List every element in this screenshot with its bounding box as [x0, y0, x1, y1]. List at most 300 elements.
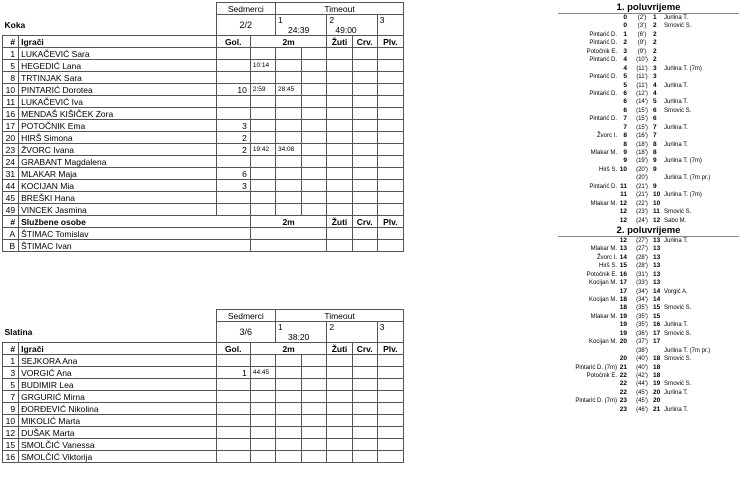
home-score: 20 [619, 338, 627, 346]
away-score: 7 [653, 132, 657, 140]
goal-minute: (16') [636, 133, 648, 140]
player-name: LUKAČEVIĆ Iva [19, 96, 216, 108]
home-scorer: Potočnik E. [586, 271, 617, 278]
player-2m-1 [250, 403, 275, 415]
goal-minute: (40') [636, 364, 648, 371]
player-blue [377, 168, 403, 180]
log-entry [556, 262, 741, 270]
log-entry [556, 397, 741, 405]
player-2m-3 [302, 439, 327, 451]
player-2m-2 [276, 168, 302, 180]
home-score: 4 [623, 56, 627, 64]
away-score: 13 [653, 262, 661, 270]
player-red [352, 415, 377, 427]
player-yellow [327, 132, 352, 144]
log-entry [556, 107, 741, 115]
timeout-label: Timeout [276, 310, 404, 322]
away-score: 17 [653, 329, 661, 337]
timeout-1: 1 38:20 [276, 322, 327, 343]
player-yellow [327, 60, 352, 72]
log-entry [556, 380, 741, 388]
goal-minute: (40') [636, 356, 648, 363]
player-goals [216, 60, 250, 72]
player-red [352, 403, 377, 415]
away-score: 6 [653, 106, 657, 114]
player-goals: 2 [216, 144, 250, 156]
player-goals [216, 48, 250, 60]
player-goals: 2 [216, 132, 250, 144]
official-role: A [3, 228, 19, 240]
player-name: VINCEK Jasmina [19, 204, 216, 216]
player-yellow [327, 120, 352, 132]
away-score: 13 [653, 270, 661, 278]
away-score: 8 [653, 140, 657, 148]
player-2m-2 [276, 355, 302, 367]
away-scorer: Srnović S. [664, 330, 692, 337]
goal-minute: (11') [636, 74, 648, 81]
away-score: 9 [653, 165, 657, 173]
player-blue [377, 60, 403, 72]
home-score: 22 [619, 380, 627, 388]
player-number: 11 [3, 96, 19, 108]
player-row [3, 180, 404, 192]
goal-minute: (27') [636, 246, 648, 253]
player-goals [216, 204, 250, 216]
official-blue [377, 240, 403, 252]
player-number: 45 [3, 192, 19, 204]
player-red [352, 60, 377, 72]
away-score: 15 [653, 312, 661, 320]
player-name: BUDIMIR Lea [19, 379, 216, 391]
player-red [352, 72, 377, 84]
player-goals: 1 [216, 367, 250, 379]
goal-minute: (3') [637, 23, 647, 30]
player-red [352, 204, 377, 216]
player-2m-2 [276, 451, 302, 463]
player-2m-2 [276, 96, 302, 108]
player-number: 8 [3, 72, 19, 84]
log-entry [556, 338, 741, 346]
player-name: SMOLČIĆ Vanessa [19, 439, 216, 451]
player-red [352, 439, 377, 451]
goal-minute: (20') [636, 166, 648, 173]
home-score: 0 [623, 22, 627, 30]
player-2m-2 [276, 403, 302, 415]
home-score: 23 [619, 405, 627, 413]
header-num: # [3, 343, 19, 355]
player-goals [216, 72, 250, 84]
home-score: 12 [619, 216, 627, 224]
player-2m-3 [302, 60, 327, 72]
header-crv: Crv. [352, 343, 377, 355]
player-2m-2 [276, 108, 302, 120]
player-red [352, 144, 377, 156]
player-number: 44 [3, 180, 19, 192]
away-scorer: Srnović S. [664, 305, 692, 312]
player-number: 12 [3, 427, 19, 439]
header-zuti: Žuti [327, 36, 352, 48]
goal-minute: (22') [636, 200, 648, 207]
header-row [3, 343, 404, 355]
player-2m-3 [302, 132, 327, 144]
player-yellow [327, 48, 352, 60]
official-name: ŠTIMAC Ivan [19, 240, 251, 252]
player-blue [377, 96, 403, 108]
away-score: 2 [653, 56, 657, 64]
player-2m-2 [276, 132, 302, 144]
player-2m-1 [250, 355, 275, 367]
goal-minute: (10') [636, 57, 648, 64]
player-yellow [327, 415, 352, 427]
home-scorer: Pintarić D. (7m) [575, 398, 617, 405]
goal-minute: (18') [636, 141, 648, 148]
player-2m-1 [250, 379, 275, 391]
home-score: 12 [619, 208, 627, 216]
log-entry [556, 208, 741, 216]
log-entry [556, 347, 741, 355]
home-score: 15 [619, 262, 627, 270]
log-entry [556, 245, 741, 253]
team-block-koka [2, 2, 404, 252]
player-blue [377, 72, 403, 84]
log-entry [556, 14, 741, 22]
player-goals [216, 96, 250, 108]
player-2m-2 [276, 192, 302, 204]
log-entry [556, 174, 741, 182]
player-2m-2: 28:45 [276, 84, 302, 96]
away-scorer: Jurlina T. (7m pr.) [664, 175, 711, 182]
log-entry [556, 330, 741, 338]
sedmerci-value: 2/2 [216, 15, 275, 36]
player-2m-2 [276, 379, 302, 391]
player-row [3, 415, 404, 427]
player-yellow [327, 439, 352, 451]
home-score: 11 [620, 191, 627, 199]
home-scorer: Pintarić D. [589, 40, 617, 47]
home-score: 19 [619, 329, 627, 337]
official-role: B [3, 240, 19, 252]
away-scorer: Jurlina T. (7m) [664, 192, 702, 199]
player-yellow [327, 204, 352, 216]
log-entry [556, 141, 741, 149]
player-2m-1 [250, 96, 275, 108]
home-score: 21 [619, 363, 627, 371]
away-scorer: Srnović S. [664, 23, 692, 30]
home-scorer: Pintarić D. [589, 90, 617, 97]
player-name: MIKOLIĆ Marta [19, 415, 216, 427]
official-name: ŠTIMAC Tomislav [19, 228, 251, 240]
player-2m-1 [250, 192, 275, 204]
log-entry [556, 65, 741, 73]
goal-minute: (35') [636, 313, 648, 320]
officials-header-name: Službene osobe [19, 216, 251, 228]
player-name: HIRŠ Simona [19, 132, 216, 144]
player-2m-1 [250, 180, 275, 192]
home-score: 9 [623, 149, 627, 156]
home-score: 10 [619, 165, 627, 173]
player-number: 31 [3, 168, 19, 180]
away-score: 5 [653, 98, 657, 106]
home-score: 11 [620, 182, 627, 190]
player-goals [216, 156, 250, 168]
away-score: 16 [653, 321, 661, 329]
player-blue [377, 132, 403, 144]
away-score: 14 [653, 287, 661, 295]
log-entry [556, 39, 741, 47]
away-score: 4 [653, 81, 657, 89]
player-name: VORGIĆ Ana [19, 367, 216, 379]
home-score: 7 [623, 115, 627, 123]
official-2m [250, 240, 327, 252]
away-score: 3 [653, 64, 657, 72]
player-2m-3 [302, 180, 327, 192]
player-name: ĐORĐEVIĆ Nikolina [19, 403, 216, 415]
goal-minute: (14') [636, 99, 648, 106]
player-red [352, 96, 377, 108]
goal-minute: (28') [636, 254, 648, 261]
home-score: 6 [623, 89, 627, 97]
header-2m: 2m [250, 343, 327, 355]
away-score: 3 [653, 73, 657, 81]
player-blue [377, 180, 403, 192]
away-scorer: Jurlina T. [664, 141, 688, 148]
away-score: 2 [653, 47, 657, 55]
player-yellow [327, 403, 352, 415]
away-score: 2 [653, 22, 657, 30]
goal-minute: (35') [636, 322, 648, 329]
team-name: Koka [4, 19, 26, 30]
home-score: 12 [619, 236, 627, 244]
player-blue [377, 48, 403, 60]
goal-minute: (12') [636, 90, 648, 97]
team-block-slatina [2, 309, 404, 463]
player-2m-2 [276, 204, 302, 216]
log-entry [556, 288, 741, 296]
home-scorer: Pintarić D. [589, 31, 617, 38]
header-gol: Gol. [216, 36, 250, 48]
player-2m-3 [302, 156, 327, 168]
goal-minute: (37') [636, 339, 648, 346]
player-red [352, 120, 377, 132]
log-entry [556, 217, 741, 225]
timeout-1: 1 24:39 [276, 15, 327, 36]
header-gol: Gol. [216, 343, 250, 355]
log-entry [556, 304, 741, 312]
goal-minute: (23') [636, 209, 648, 216]
player-row [3, 427, 404, 439]
away-score: 15 [653, 304, 661, 312]
player-row [3, 84, 404, 96]
goal-minute: (2') [637, 15, 647, 21]
player-yellow [327, 144, 352, 156]
home-score: 6 [623, 98, 627, 106]
player-2m-3 [302, 204, 327, 216]
home-scorer: Kocijan M. [588, 280, 617, 287]
player-red [352, 168, 377, 180]
away-score: 9 [653, 157, 657, 165]
player-yellow [327, 379, 352, 391]
player-2m-2 [276, 156, 302, 168]
player-2m-2: 34:08 [276, 144, 302, 156]
player-yellow [327, 108, 352, 120]
goal-minute: (34') [636, 288, 648, 295]
player-2m-3 [302, 415, 327, 427]
home-score: 13 [619, 245, 627, 253]
away-scorer: Srnović S. [664, 209, 692, 216]
player-goals [216, 391, 250, 403]
player-blue [377, 120, 403, 132]
player-blue [377, 427, 403, 439]
away-scorer: Jurlina T. [664, 82, 688, 89]
goal-minute: (11') [636, 65, 648, 72]
player-yellow [327, 427, 352, 439]
log-entry [556, 191, 741, 199]
log-entry [556, 157, 741, 165]
player-red [352, 391, 377, 403]
official-red [352, 240, 377, 252]
home-score: 1 [623, 30, 627, 38]
player-number: 17 [3, 120, 19, 132]
officials-header-zuti: Žuti [327, 216, 352, 228]
player-2m-3 [302, 451, 327, 463]
player-red [352, 180, 377, 192]
home-score: 22 [619, 388, 627, 396]
player-2m-1: 44:45 [250, 367, 275, 379]
home-scorer: Kocijan M. [588, 339, 617, 346]
player-row [3, 403, 404, 415]
away-scorer: Jurlina T. [664, 99, 688, 106]
player-2m-3 [302, 168, 327, 180]
home-scorer: Mlakar M. [590, 313, 617, 320]
player-name: GRGURIĆ Mirna [19, 391, 216, 403]
player-2m-1 [250, 120, 275, 132]
player-2m-1 [250, 156, 275, 168]
away-scorer: Vorgić A. [664, 288, 688, 295]
player-2m-2 [276, 367, 302, 379]
player-number: 16 [3, 451, 19, 463]
away-score: 12 [653, 216, 661, 224]
player-blue [377, 84, 403, 96]
home-scorer: Potočnik E. [586, 48, 617, 55]
sedmerci-value: 3/6 [216, 322, 275, 343]
player-2m-3 [302, 391, 327, 403]
goal-minute: (34') [636, 297, 648, 303]
goal-minute: (9') [637, 48, 647, 55]
player-yellow [327, 156, 352, 168]
player-row [3, 108, 404, 120]
header-crv: Crv. [352, 36, 377, 48]
player-name: HEGEDIĆ Lana [19, 60, 216, 72]
home-scorer: Mlakar M. [590, 246, 617, 253]
log-entry [556, 149, 741, 157]
goal-minute: (15') [636, 116, 648, 123]
player-blue [377, 355, 403, 367]
player-number: 7 [3, 391, 19, 403]
header-plv: Plv. [377, 343, 403, 355]
sedmerci-label: Sedmerci [216, 3, 275, 15]
player-2m-1 [250, 108, 275, 120]
player-blue [377, 108, 403, 120]
player-2m-2 [276, 439, 302, 451]
home-scorer: Žvorc I. [596, 133, 617, 140]
officials-header-num: # [3, 216, 19, 228]
official-row [3, 228, 404, 240]
away-score: 20 [653, 388, 661, 396]
player-blue [377, 415, 403, 427]
home-score: 20 [619, 355, 627, 363]
player-2m-2 [276, 72, 302, 84]
player-name: KOCIJAN Mia [19, 180, 216, 192]
away-scorer: Jurlina T. (7m) [664, 158, 702, 165]
player-red [352, 84, 377, 96]
player-2m-2 [276, 391, 302, 403]
player-red [352, 192, 377, 204]
log-entry [556, 254, 741, 262]
player-number: 24 [3, 156, 19, 168]
home-score: 6 [623, 106, 627, 114]
player-red [352, 367, 377, 379]
away-score: 4 [653, 89, 657, 97]
home-scorer: Žvorc I. [596, 254, 617, 261]
log-entry [556, 115, 741, 123]
player-name: MLAKAR Maja [19, 168, 216, 180]
officials-header-row [3, 216, 404, 228]
log-entry [556, 296, 741, 304]
away-score: 18 [653, 363, 661, 371]
player-name: TRTINJAK Sara [19, 72, 216, 84]
player-2m-3 [302, 427, 327, 439]
official-blue [377, 228, 403, 240]
away-scorer: Srnović S. [664, 107, 692, 114]
player-red [352, 132, 377, 144]
home-score: 14 [619, 253, 627, 261]
officials-header-2m: 2m [250, 216, 327, 228]
home-score: 7 [623, 123, 627, 131]
home-score: 3 [623, 47, 627, 55]
player-row [3, 379, 404, 391]
player-goals: 3 [216, 180, 250, 192]
away-score: 8 [653, 149, 657, 156]
official-2m [250, 228, 327, 240]
player-goals: 10 [216, 84, 250, 96]
home-score: 19 [619, 312, 627, 320]
player-goals [216, 379, 250, 391]
player-2m-2 [276, 120, 302, 132]
player-2m-3 [302, 84, 327, 96]
player-2m-3 [302, 367, 327, 379]
goal-log [556, 2, 741, 414]
away-score: 13 [653, 279, 661, 287]
away-score: 2 [653, 39, 657, 47]
goal-minute: (28') [636, 263, 648, 270]
home-score: 9 [623, 157, 627, 165]
timeout-2: 2 [327, 322, 377, 343]
away-scorer: Jurlina T. [664, 124, 688, 131]
home-scorer: Pintarić D. (7m) [575, 364, 617, 371]
official-row [3, 240, 404, 252]
player-name: MENDAŠ KIŠIČEK Zora [19, 108, 216, 120]
goal-minute: (19') [636, 158, 648, 165]
log-entry [556, 389, 741, 397]
goal-minute: (45') [636, 398, 648, 405]
player-blue [377, 156, 403, 168]
away-score: 18 [653, 355, 661, 363]
header-name: Igrači [19, 343, 216, 355]
goal-minute: (24') [636, 217, 648, 224]
player-row [3, 367, 404, 379]
player-2m-2 [276, 180, 302, 192]
player-red [352, 451, 377, 463]
